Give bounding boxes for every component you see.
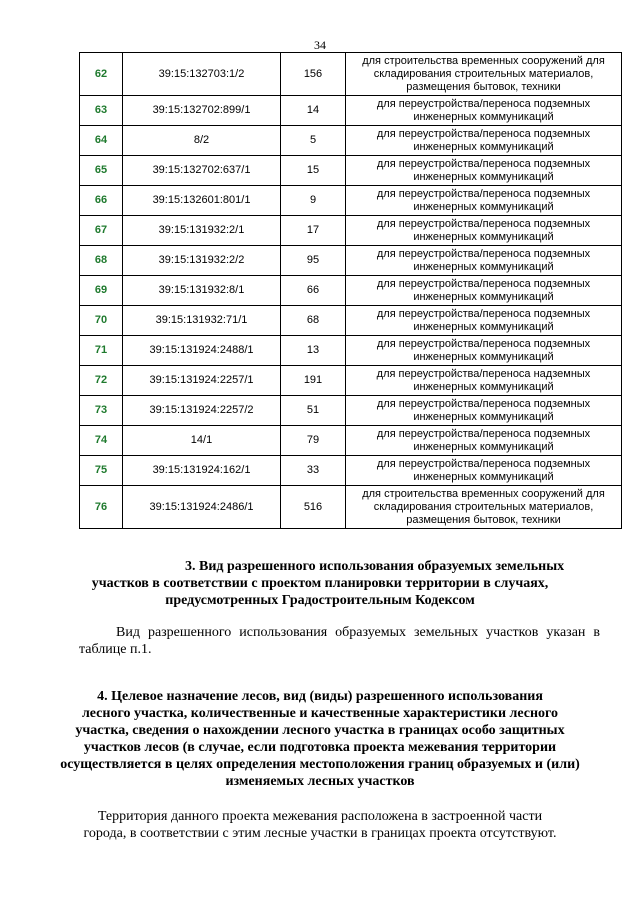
area-value: 33 bbox=[281, 456, 346, 486]
row-number: 69 bbox=[80, 276, 123, 306]
cadastral-number: 39:15:131924:162/1 bbox=[123, 456, 281, 486]
area-value: 516 bbox=[281, 486, 346, 529]
row-number: 74 bbox=[80, 426, 123, 456]
table-row bbox=[80, 486, 622, 529]
row-number: 65 bbox=[80, 156, 123, 186]
row-number: 70 bbox=[80, 306, 123, 336]
row-number: 63 bbox=[80, 96, 123, 126]
row-number: 66 bbox=[80, 186, 123, 216]
purpose-text: для переустройства/переноса надземных инженерных коммуникаций bbox=[346, 366, 622, 396]
cadastral-number: 39:15:131924:2488/1 bbox=[123, 336, 281, 366]
table-row bbox=[80, 186, 622, 216]
purpose-text: для переустройства/переноса подземных инженерных коммуникаций bbox=[346, 246, 622, 276]
section-4-paragraph bbox=[0, 808, 640, 842]
row-number: 75 bbox=[80, 456, 123, 486]
heading-line: участков в соответствии с проектом планировки территории в случаях, bbox=[91, 576, 549, 591]
area-value: 13 bbox=[281, 336, 346, 366]
area-value: 17 bbox=[281, 216, 346, 246]
purpose-text: для строительства временных сооружений для складирования строительных материалов, размещения бытовок, техники bbox=[346, 486, 622, 529]
purpose-text: для переустройства/переноса подземных инженерных коммуникаций bbox=[346, 336, 622, 366]
heading-line: участков лесов (в случае, если подготовка проекта межевания территории bbox=[83, 740, 557, 755]
row-number: 68 bbox=[80, 246, 123, 276]
row-number: 72 bbox=[80, 366, 123, 396]
row-number: 67 bbox=[80, 216, 123, 246]
cadastral-number: 39:15:131932:8/1 bbox=[123, 276, 281, 306]
purpose-text: для переустройства/переноса подземных инженерных коммуникаций bbox=[346, 156, 622, 186]
purpose-text: для переустройства/переноса подземных инженерных коммуникаций bbox=[346, 216, 622, 246]
row-number: 71 bbox=[80, 336, 123, 366]
heading-line: лесного участка, количественные и качественные характеристики лесного bbox=[81, 706, 559, 721]
area-value: 5 bbox=[281, 126, 346, 156]
cadastral-number: 39:15:131932:2/2 bbox=[123, 246, 281, 276]
paragraph-line: Вид разрешенного использования образуемых земельных участков указан в bbox=[116, 625, 600, 640]
heading-line: 4. Целевое назначение лесов, вид (виды) разрешенного использования bbox=[97, 689, 543, 704]
table-row bbox=[80, 426, 622, 456]
purpose-text: для переустройства/переноса подземных инженерных коммуникаций bbox=[346, 96, 622, 126]
paragraph-line: таблице п.1. bbox=[79, 642, 152, 657]
heading-line: участка, сведения о нахождении лесного участка в границах особо защитных bbox=[75, 723, 565, 738]
heading-line: 3. Вид разрешенного использования образуемых земельных bbox=[185, 559, 565, 574]
cadastral-number: 39:15:131924:2257/2 bbox=[123, 396, 281, 426]
purpose-text: для строительства временных сооружений для складирования строительных материалов, размещения бытовок, техники bbox=[346, 53, 622, 96]
land-plots-table bbox=[79, 52, 622, 529]
row-number: 73 bbox=[80, 396, 123, 426]
table-row bbox=[80, 336, 622, 366]
table-row bbox=[80, 53, 622, 96]
table-row bbox=[80, 126, 622, 156]
table-row bbox=[80, 246, 622, 276]
paragraph-line: города, в соответствии с этим лесные участки в границах проекта отсутствуют. bbox=[83, 826, 557, 841]
section-3-heading bbox=[0, 558, 640, 609]
table-row bbox=[80, 366, 622, 396]
table-row bbox=[80, 306, 622, 336]
area-value: 15 bbox=[281, 156, 346, 186]
area-value: 156 bbox=[281, 53, 346, 96]
cadastral-number: 39:15:132703:1/2 bbox=[123, 53, 281, 96]
purpose-text: для переустройства/переноса подземных инженерных коммуникаций bbox=[346, 456, 622, 486]
heading-line: изменяемых лесных участков bbox=[225, 774, 415, 789]
cadastral-number: 39:15:131932:2/1 bbox=[123, 216, 281, 246]
cadastral-number: 39:15:131924:2257/1 bbox=[123, 366, 281, 396]
table-row bbox=[80, 456, 622, 486]
area-value: 68 bbox=[281, 306, 346, 336]
heading-line: осуществляется в целях определения местоположения границ образуемых и (или) bbox=[60, 757, 580, 772]
cadastral-number: 39:15:131924:2486/1 bbox=[123, 486, 281, 529]
purpose-text: для переустройства/переноса подземных инженерных коммуникаций bbox=[346, 276, 622, 306]
area-value: 9 bbox=[281, 186, 346, 216]
area-value: 51 bbox=[281, 396, 346, 426]
table-row bbox=[80, 276, 622, 306]
purpose-text: для переустройства/переноса подземных инженерных коммуникаций bbox=[346, 396, 622, 426]
cadastral-number: 14/1 bbox=[123, 426, 281, 456]
area-value: 191 bbox=[281, 366, 346, 396]
section-3-paragraph bbox=[0, 624, 640, 658]
paragraph-line: Территория данного проекта межевания расположена в застроенной части bbox=[97, 809, 543, 824]
section-4-heading bbox=[0, 688, 640, 790]
cadastral-number: 39:15:132702:899/1 bbox=[123, 96, 281, 126]
table-row bbox=[80, 396, 622, 426]
row-number: 62 bbox=[80, 53, 123, 96]
purpose-text: для переустройства/переноса подземных инженерных коммуникаций bbox=[346, 186, 622, 216]
area-value: 14 bbox=[281, 96, 346, 126]
heading-line: предусмотренных Градостроительным Кодексом bbox=[165, 593, 475, 608]
area-value: 66 bbox=[281, 276, 346, 306]
purpose-text: для переустройства/переноса подземных инженерных коммуникаций bbox=[346, 426, 622, 456]
row-number: 64 bbox=[80, 126, 123, 156]
area-value: 95 bbox=[281, 246, 346, 276]
table-row bbox=[80, 96, 622, 126]
cadastral-number: 39:15:132601:801/1 bbox=[123, 186, 281, 216]
cadastral-number: 39:15:132702:637/1 bbox=[123, 156, 281, 186]
cadastral-number: 8/2 bbox=[123, 126, 281, 156]
purpose-text: для переустройства/переноса подземных инженерных коммуникаций bbox=[346, 306, 622, 336]
page-number: 34 bbox=[314, 38, 326, 52]
purpose-text: для переустройства/переноса подземных инженерных коммуникаций bbox=[346, 126, 622, 156]
area-value: 79 bbox=[281, 426, 346, 456]
cadastral-number: 39:15:131932:71/1 bbox=[123, 306, 281, 336]
table-row bbox=[80, 156, 622, 186]
row-number: 76 bbox=[80, 486, 123, 529]
table-row bbox=[80, 216, 622, 246]
